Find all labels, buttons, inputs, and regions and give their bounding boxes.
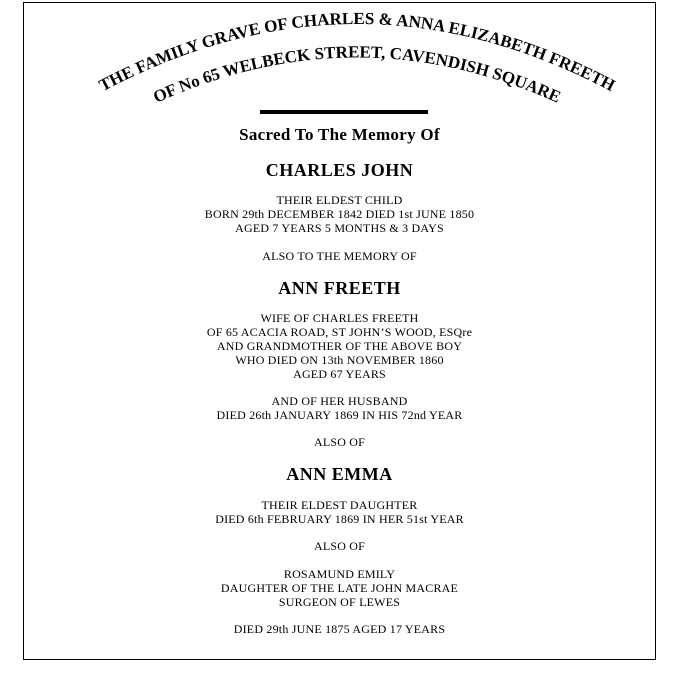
inscription-line: WHO DIED ON 13th NOVEMBER 1860 [235,353,444,367]
inscription-line: AND GRANDMOTHER OF THE ABOVE BOY [216,339,463,353]
also-of-line: ALSO OF [313,435,366,449]
inscription-line: DIED 29th JUNE 1875 AGED 17 YEARS [233,622,446,636]
inscription-line: THEIR ELDEST CHILD [276,193,403,207]
inscription-line: THEIR ELDEST DAUGHTER [261,498,418,512]
inscription-line: SURGEON OF LEWES [278,595,401,609]
inscription-line: ROSAMUND EMILY [283,567,396,581]
inscription-line: AND OF HER HUSBAND [271,394,408,408]
inscription-line: DAUGHTER OF THE LATE JOHN MACRAE [220,581,459,595]
inscription-line: BORN 29th DECEMBER 1842 DIED 1st JUNE 1850 [204,207,475,221]
inscription-line: DIED 6th FEBRUARY 1869 IN HER 51st YEAR [215,512,464,526]
heading-arc-line-1: THE FAMILY GRAVE OF CHARLES & ANNA ELIZABETH FREETH [95,8,619,96]
heading-divider [260,110,428,114]
name-ann-emma: ANN EMMA [286,464,393,484]
name-ann-freeth: ANN FREETH [278,278,401,298]
heading-arc-line-2: OF No 65 WELBECK STREET, CAVENDISH SQUARE [150,42,564,107]
inscription-line: DIED 26th JANUARY 1869 IN HIS 72nd YEAR [216,408,463,422]
name-charles-john: CHARLES JOHN [265,160,414,180]
also-memory-line: ALSO TO THE MEMORY OF [262,249,417,263]
inscription-line: AGED 67 YEARS [293,367,386,381]
sacred-heading: Sacred To The Memory Of [239,125,440,144]
also-of-line: ALSO OF [313,539,366,553]
inscription-line: AGED 7 YEARS 5 MONTHS & 3 DAYS [235,221,444,235]
inscription-line: OF 65 ACACIA ROAD, ST JOHN’S WOOD, ESQre [206,325,473,339]
inscription-line: WIFE OF CHARLES FREETH [260,311,419,325]
